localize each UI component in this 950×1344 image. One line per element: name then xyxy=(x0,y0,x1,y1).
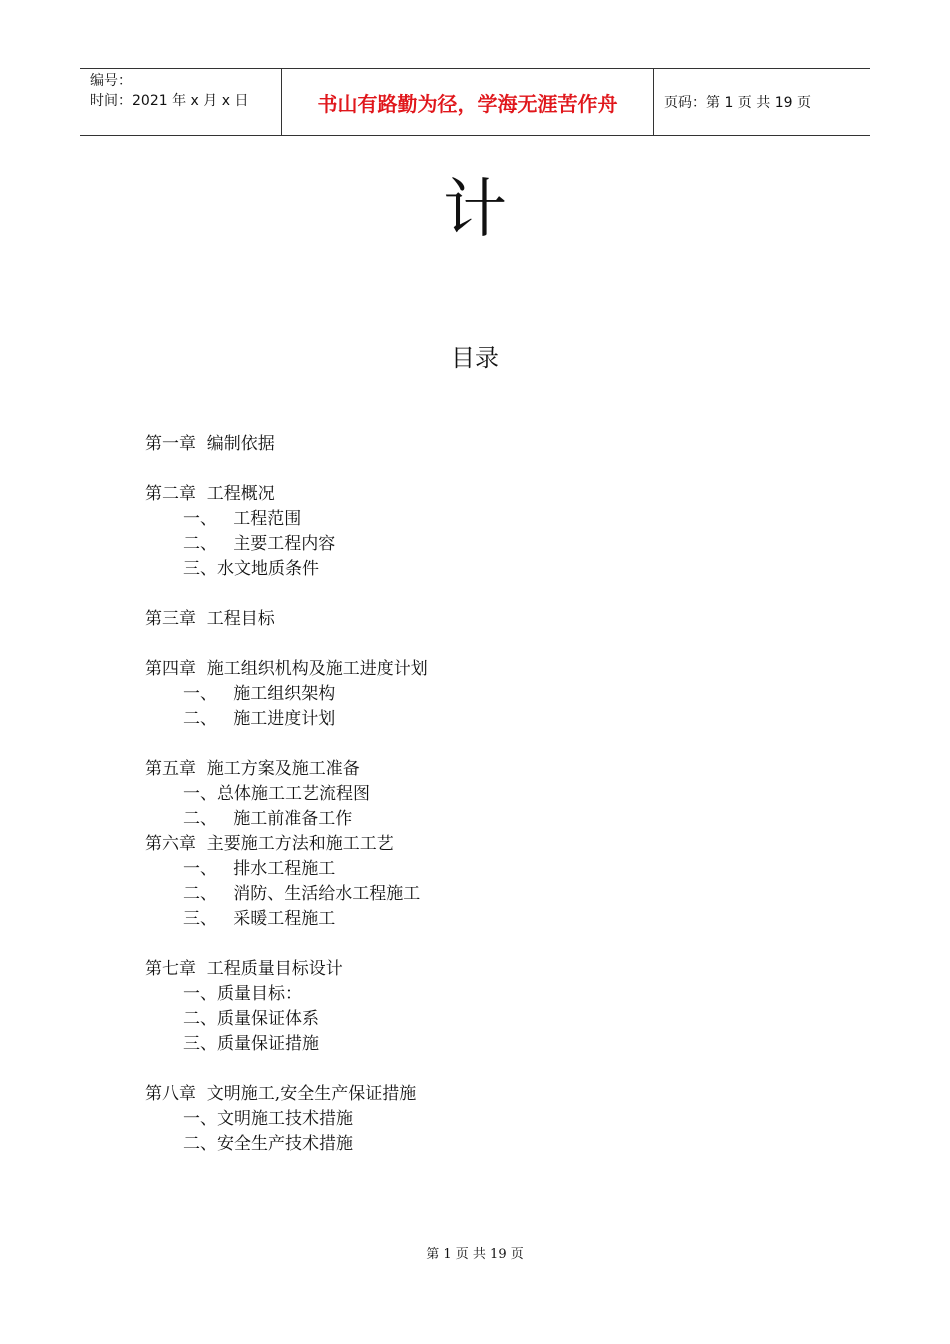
toc-item: 一、文明施工技术措施 xyxy=(183,1109,353,1129)
toc-item: 二、 主要工程内容 xyxy=(183,534,336,554)
header-page-info: 页码：第 1 页 共 19 页 xyxy=(664,95,811,111)
toc-chapter: 第六章 主要施工方法和施工工艺 xyxy=(145,834,394,854)
toc-chapter: 第三章 工程目标 xyxy=(145,609,275,629)
table-of-contents xyxy=(145,432,745,1157)
header-motto: 书山有路勤为径，学海无涯苦作舟 xyxy=(282,69,654,135)
toc-chapter: 第四章 施工组织机构及施工进度计划 xyxy=(145,659,428,679)
toc-chapter: 第八章 文明施工,安全生产保证措施 xyxy=(145,1084,417,1104)
page-header-table xyxy=(80,68,870,136)
toc-item: 一、 排水工程施工 xyxy=(183,859,336,879)
toc-item: 二、质量保证体系 xyxy=(183,1009,319,1029)
toc-item: 三、质量保证措施 xyxy=(183,1034,319,1054)
toc-item: 二、安全生产技术措施 xyxy=(183,1134,353,1154)
toc-title: 目录 xyxy=(451,344,499,372)
large-title-char: 计 xyxy=(443,173,507,247)
toc-item: 一、总体施工工艺流程图 xyxy=(183,784,370,804)
toc-item: 一、 施工组织架构 xyxy=(183,684,336,704)
toc-item: 三、 采暖工程施工 xyxy=(183,909,336,929)
toc-item: 一、质量目标： xyxy=(183,984,302,1004)
toc-chapter: 第五章 施工方案及施工准备 xyxy=(145,759,360,779)
toc-item: 一、 工程范围 xyxy=(183,509,302,529)
toc-chapter: 第二章 工程概况 xyxy=(145,484,275,504)
toc-item: 二、 消防、生活给水工程施工 xyxy=(183,884,421,904)
header-meta xyxy=(80,69,282,135)
page-footer: 第 1 页 共 19 页 xyxy=(426,1247,524,1262)
toc-item: 二、 施工前准备工作 xyxy=(183,809,353,829)
toc-item: 三、水文地质条件 xyxy=(183,559,319,579)
toc-chapter: 第一章 编制依据 xyxy=(145,434,275,454)
header-time-label: 时间：2021 年 x 月 x 日 xyxy=(90,93,249,109)
toc-item: 二、 施工进度计划 xyxy=(183,709,336,729)
toc-chapter: 第七章 工程质量目标设计 xyxy=(145,959,343,979)
header-number-label: 编号： xyxy=(90,73,132,89)
